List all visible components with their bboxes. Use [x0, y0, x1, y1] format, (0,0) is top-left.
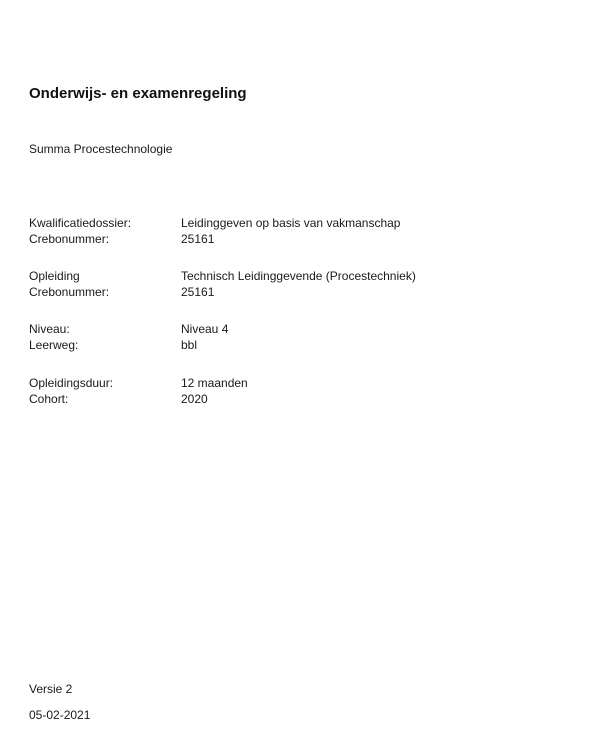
info-value: 25161 — [181, 232, 215, 246]
info-label: Crebonummer: — [29, 232, 110, 246]
info-label: Crebonummer: — [29, 285, 110, 299]
info-row — [29, 321, 549, 337]
info-value: 12 maanden — [181, 376, 248, 390]
info-row — [29, 391, 549, 407]
info-value: Technisch Leidinggevende (Procestechniek) — [181, 269, 416, 283]
info-group-level — [29, 321, 549, 353]
info-value: 25161 — [181, 285, 215, 299]
info-value: Niveau 4 — [181, 322, 229, 336]
info-value: 2020 — [181, 392, 208, 406]
info-row — [29, 268, 549, 284]
info-value: Leidinggeven op basis van vakmanschap — [181, 216, 401, 230]
info-label: Leerweg: — [29, 338, 79, 352]
institution-name: Summa Procestechnologie — [29, 142, 173, 156]
info-label: Opleidingsduur: — [29, 376, 114, 390]
info-group-education — [29, 268, 549, 300]
info-group-duration — [29, 375, 549, 407]
document-date: 05-02-2021 — [29, 708, 91, 722]
info-row — [29, 284, 549, 300]
info-label: Kwalificatiedossier: — [29, 216, 132, 230]
info-row — [29, 215, 549, 231]
info-value: bbl — [181, 338, 198, 352]
info-row — [29, 231, 549, 247]
info-label: Opleiding — [29, 269, 80, 283]
info-label: Niveau: — [29, 322, 70, 336]
info-group-qualification — [29, 215, 549, 247]
document-version: Versie 2 — [29, 682, 73, 696]
info-row — [29, 337, 549, 353]
document-title: Onderwijs- en examenregeling — [29, 85, 247, 102]
info-row — [29, 375, 549, 391]
info-label: Cohort: — [29, 392, 69, 406]
